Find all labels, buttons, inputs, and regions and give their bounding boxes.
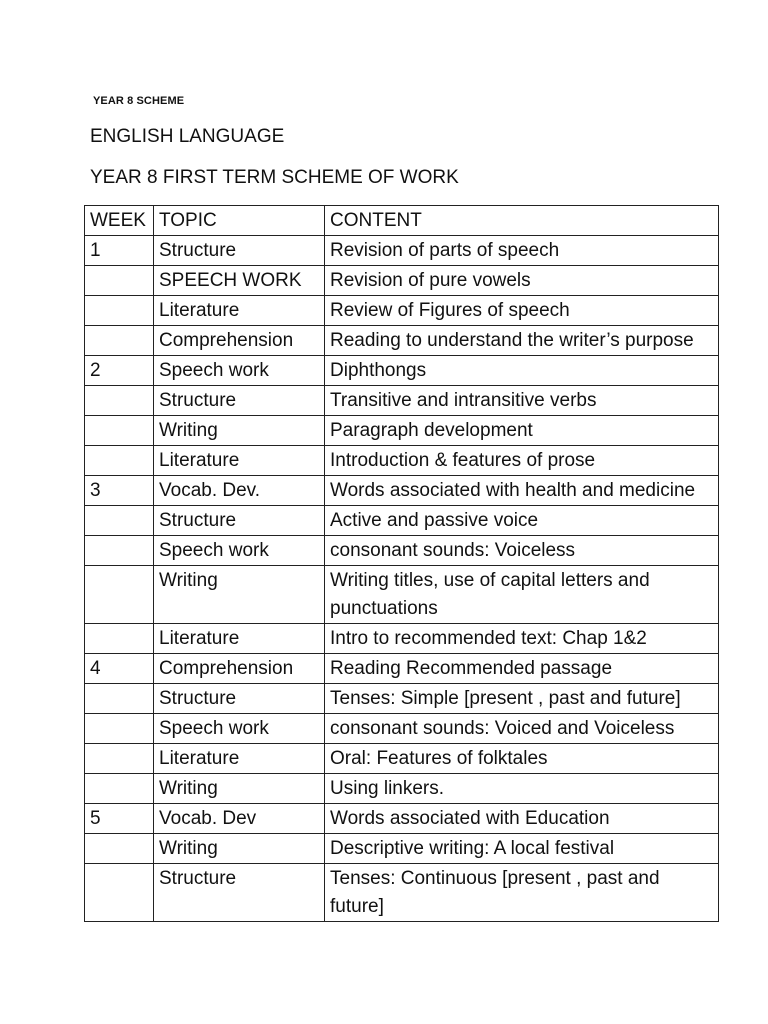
- content-cell: Paragraph development: [325, 416, 719, 446]
- content-cell: Reading Recommended passage: [325, 654, 719, 684]
- topic-cell: Structure: [154, 864, 325, 922]
- content-cell: Using linkers.: [325, 774, 719, 804]
- content-cell: Descriptive writing: A local festival: [325, 834, 719, 864]
- table-row: [85, 326, 719, 356]
- table-row: [85, 416, 719, 446]
- week-cell: 5: [85, 804, 154, 834]
- table-row: [85, 834, 719, 864]
- table-row: [85, 476, 719, 506]
- topic-cell: Literature: [154, 296, 325, 326]
- table-row: [85, 684, 719, 714]
- table-row: [85, 744, 719, 774]
- table-row: [85, 654, 719, 684]
- content-cell: consonant sounds: Voiced and Voiceless: [325, 714, 719, 744]
- table-row: [85, 356, 719, 386]
- week-cell: 3: [85, 476, 154, 506]
- week-cell: [85, 266, 154, 296]
- table-body: [85, 236, 719, 922]
- topic-cell: Vocab. Dev.: [154, 476, 325, 506]
- table-row: [85, 624, 719, 654]
- topic-cell: Speech work: [154, 356, 325, 386]
- scheme-of-work-table: [84, 205, 719, 922]
- document-header: YEAR 8 SCHEME: [93, 95, 185, 107]
- topic-cell: Writing: [154, 566, 325, 624]
- column-header-content: CONTENT: [325, 206, 719, 236]
- week-cell: [85, 774, 154, 804]
- week-cell: [85, 416, 154, 446]
- topic-cell: Vocab. Dev: [154, 804, 325, 834]
- content-cell: Revision of pure vowels: [325, 266, 719, 296]
- content-cell: Revision of parts of speech: [325, 236, 719, 266]
- week-cell: [85, 864, 154, 922]
- table-header-row: [85, 206, 719, 236]
- week-cell: [85, 326, 154, 356]
- table-row: [85, 804, 719, 834]
- topic-cell: SPEECH WORK: [154, 266, 325, 296]
- column-header-week: WEEK: [85, 206, 154, 236]
- table-row: [85, 506, 719, 536]
- table-row: [85, 566, 719, 624]
- week-cell: [85, 446, 154, 476]
- table-row: [85, 386, 719, 416]
- week-cell: 2: [85, 356, 154, 386]
- topic-cell: Literature: [154, 446, 325, 476]
- topic-cell: Writing: [154, 834, 325, 864]
- topic-cell: Comprehension: [154, 654, 325, 684]
- week-cell: 4: [85, 654, 154, 684]
- content-cell: Tenses: Simple [present , past and future]: [325, 684, 719, 714]
- content-cell: Active and passive voice: [325, 506, 719, 536]
- topic-cell: Comprehension: [154, 326, 325, 356]
- content-cell: Oral: Features of folktales: [325, 744, 719, 774]
- table-row: [85, 714, 719, 744]
- week-cell: [85, 684, 154, 714]
- topic-cell: Writing: [154, 416, 325, 446]
- topic-cell: Literature: [154, 744, 325, 774]
- topic-cell: Structure: [154, 236, 325, 266]
- content-cell: Reading to understand the writer’s purpose: [325, 326, 719, 356]
- content-cell: Intro to recommended text: Chap 1&2: [325, 624, 719, 654]
- table-row: [85, 446, 719, 476]
- week-cell: [85, 714, 154, 744]
- subject-heading: ENGLISH LANGUAGE: [90, 126, 285, 147]
- column-header-topic: TOPIC: [154, 206, 325, 236]
- week-cell: [85, 386, 154, 416]
- table-row: [85, 236, 719, 266]
- week-cell: [85, 296, 154, 326]
- content-cell: Words associated with health and medicine: [325, 476, 719, 506]
- topic-cell: Structure: [154, 506, 325, 536]
- week-cell: [85, 624, 154, 654]
- table-row: [85, 266, 719, 296]
- topic-cell: Structure: [154, 386, 325, 416]
- table-row: [85, 774, 719, 804]
- table-row: [85, 864, 719, 922]
- topic-cell: Literature: [154, 624, 325, 654]
- table-row: [85, 296, 719, 326]
- week-cell: [85, 566, 154, 624]
- content-cell: consonant sounds: Voiceless: [325, 536, 719, 566]
- topic-cell: Structure: [154, 684, 325, 714]
- week-cell: [85, 536, 154, 566]
- week-cell: 1: [85, 236, 154, 266]
- content-cell: Words associated with Education: [325, 804, 719, 834]
- content-cell: Review of Figures of speech: [325, 296, 719, 326]
- topic-cell: Writing: [154, 774, 325, 804]
- week-cell: [85, 744, 154, 774]
- table-row: [85, 536, 719, 566]
- document-title: YEAR 8 FIRST TERM SCHEME OF WORK: [90, 167, 459, 188]
- week-cell: [85, 506, 154, 536]
- content-cell: Tenses: Continuous [present , past and future]: [325, 864, 719, 922]
- content-cell: Diphthongs: [325, 356, 719, 386]
- topic-cell: Speech work: [154, 536, 325, 566]
- content-cell: Introduction & features of prose: [325, 446, 719, 476]
- content-cell: Writing titles, use of capital letters and punctuations: [325, 566, 719, 624]
- week-cell: [85, 834, 154, 864]
- content-cell: Transitive and intransitive verbs: [325, 386, 719, 416]
- topic-cell: Speech work: [154, 714, 325, 744]
